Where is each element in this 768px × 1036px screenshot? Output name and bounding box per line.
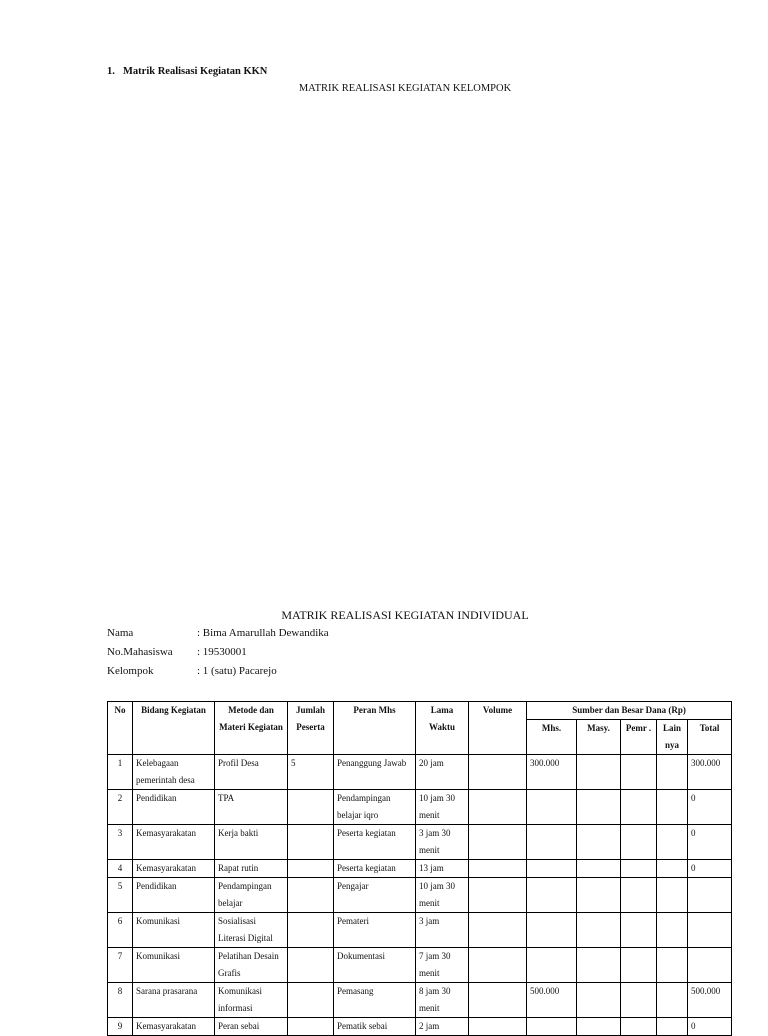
cell-lain: [657, 913, 688, 948]
cell-peran: Pemasang: [334, 983, 416, 1018]
info-row-kelompok: [107, 665, 277, 677]
cell-lama: 10 jam 30 menit: [416, 790, 469, 825]
cell-no: 9: [108, 1018, 133, 1036]
info-label: Nama: [107, 627, 134, 639]
cell-peran: Pendampingan belajar iqro: [334, 790, 416, 825]
header-peran: Peran Mhs: [334, 702, 416, 755]
cell-mhs: [527, 860, 577, 878]
table-row: [108, 860, 732, 878]
section-heading: [107, 66, 267, 77]
cell-jumlah: [288, 878, 334, 913]
cell-metode: Pelatihan Desain Grafis: [215, 948, 288, 983]
cell-metode: TPA: [215, 790, 288, 825]
cell-masy: [577, 825, 621, 860]
cell-masy: [577, 1018, 621, 1036]
cell-bidang: Komunikasi: [133, 948, 215, 983]
cell-pemr: [621, 983, 657, 1018]
cell-volume: [469, 790, 527, 825]
cell-metode: Pendampingan belajar: [215, 878, 288, 913]
cell-bidang: Pendidikan: [133, 790, 215, 825]
cell-peran: Penanggung Jawab: [334, 755, 416, 790]
cell-lama: 20 jam: [416, 755, 469, 790]
cell-total: [688, 948, 732, 983]
cell-lain: [657, 825, 688, 860]
cell-mhs: [527, 948, 577, 983]
section-heading-text: Matrik Realisasi Kegiatan KKN: [123, 66, 268, 77]
cell-volume: [469, 825, 527, 860]
cell-mhs: 500.000: [527, 983, 577, 1018]
cell-lama: 7 jam 30 menit: [416, 948, 469, 983]
cell-jumlah: [288, 983, 334, 1018]
cell-bidang: Komunikasi: [133, 913, 215, 948]
info-value: : 19530001: [197, 646, 247, 658]
header-metode: Metode dan Materi Kegiatan: [215, 702, 288, 755]
cell-metode: Rapat rutin: [215, 860, 288, 878]
info-value: : Bima Amarullah Dewandika: [197, 627, 329, 639]
table-row: [108, 755, 732, 790]
group-matrix-title: MATRIK REALISASI KEGIATAN KELOMPOK: [298, 83, 512, 94]
header-lama: Lama Waktu: [416, 702, 469, 755]
cell-volume: [469, 913, 527, 948]
header-lain: Lain nya: [657, 720, 688, 755]
header-jumlah: Jumlah Peserta: [288, 702, 334, 755]
cell-no: 4: [108, 860, 133, 878]
cell-metode: Kerja bakti: [215, 825, 288, 860]
header-masy: Masy.: [577, 720, 621, 755]
cell-jumlah: [288, 860, 334, 878]
cell-metode: Sosialisasi Literasi Digital: [215, 913, 288, 948]
cell-bidang: Kelebagaan pemerintah desa: [133, 755, 215, 790]
cell-bidang: Sarana prasarana: [133, 983, 215, 1018]
cell-volume: [469, 878, 527, 913]
cell-jumlah: [288, 948, 334, 983]
header-sumber: Sumber dan Besar Dana (Rp): [527, 702, 732, 720]
header-bidang: Bidang Kegiatan: [133, 702, 215, 755]
cell-no: 8: [108, 983, 133, 1018]
header-pemr: Pemr .: [621, 720, 657, 755]
cell-peran: Pengajar: [334, 878, 416, 913]
cell-total: 0: [688, 860, 732, 878]
cell-pemr: [621, 825, 657, 860]
cell-lama: 8 jam 30 menit: [416, 983, 469, 1018]
cell-no: 1: [108, 755, 133, 790]
cell-jumlah: 5: [288, 755, 334, 790]
cell-peran: Peserta kegiatan: [334, 825, 416, 860]
cell-no: 2: [108, 790, 133, 825]
cell-jumlah: [288, 1018, 334, 1036]
cell-total: 300.000: [688, 755, 732, 790]
cell-lain: [657, 860, 688, 878]
header-volume: Volume: [469, 702, 527, 755]
table-row: [108, 878, 732, 913]
cell-masy: [577, 913, 621, 948]
cell-volume: [469, 948, 527, 983]
cell-lain: [657, 878, 688, 913]
cell-bidang: Kemasyarakatan: [133, 1018, 215, 1036]
cell-masy: [577, 755, 621, 790]
cell-bidang: Pendidikan: [133, 878, 215, 913]
cell-mhs: [527, 878, 577, 913]
cell-lain: [657, 1018, 688, 1036]
table-row: [108, 913, 732, 948]
cell-total: 500.000: [688, 983, 732, 1018]
cell-lama: 13 jam: [416, 860, 469, 878]
cell-no: 5: [108, 878, 133, 913]
cell-pemr: [621, 913, 657, 948]
cell-no: 6: [108, 913, 133, 948]
individual-matrix-title: MATRIK REALISASI KEGIATAN INDIVIDUAL: [281, 608, 529, 622]
cell-lama: 10 jam 30 menit: [416, 878, 469, 913]
cell-pemr: [621, 790, 657, 825]
info-row-nim: [107, 646, 247, 658]
cell-mhs: [527, 825, 577, 860]
cell-masy: [577, 983, 621, 1018]
cell-bidang: Kemasyarakatan: [133, 825, 215, 860]
cell-total: 0: [688, 1018, 732, 1036]
cell-lama: 2 jam: [416, 1018, 469, 1036]
table-row: [108, 825, 732, 860]
info-label: Kelompok: [107, 665, 154, 677]
cell-pemr: [621, 860, 657, 878]
cell-peran: Pematik sebai: [334, 1018, 416, 1036]
cell-bidang: Kemasyarakatan: [133, 860, 215, 878]
cell-metode: Peran sebai: [215, 1018, 288, 1036]
cell-jumlah: [288, 913, 334, 948]
cell-lain: [657, 948, 688, 983]
cell-lain: [657, 790, 688, 825]
cell-metode: Profil Desa: [215, 755, 288, 790]
cell-masy: [577, 948, 621, 983]
cell-no: 7: [108, 948, 133, 983]
cell-pemr: [621, 755, 657, 790]
cell-masy: [577, 860, 621, 878]
cell-peran: Pemateri: [334, 913, 416, 948]
table-row: [108, 983, 732, 1018]
cell-lama: 3 jam 30 menit: [416, 825, 469, 860]
cell-jumlah: [288, 825, 334, 860]
cell-masy: [577, 790, 621, 825]
cell-volume: [469, 755, 527, 790]
cell-lain: [657, 755, 688, 790]
cell-volume: [469, 983, 527, 1018]
cell-metode: Komunikasi informasi: [215, 983, 288, 1018]
info-row-nama: [107, 627, 329, 639]
table-row: [108, 790, 732, 825]
cell-total: [688, 913, 732, 948]
cell-pemr: [621, 948, 657, 983]
cell-mhs: [527, 1018, 577, 1036]
header-mhs: Mhs.: [527, 720, 577, 755]
cell-total: [688, 878, 732, 913]
cell-total: 0: [688, 825, 732, 860]
cell-lama: 3 jam: [416, 913, 469, 948]
cell-peran: Peserta kegiatan: [334, 860, 416, 878]
cell-total: 0: [688, 790, 732, 825]
cell-pemr: [621, 1018, 657, 1036]
header-no: No: [108, 702, 133, 755]
cell-mhs: 300.000: [527, 755, 577, 790]
header-total: Total: [688, 720, 732, 755]
realisasi-table: [107, 701, 732, 1036]
cell-volume: [469, 860, 527, 878]
cell-mhs: [527, 790, 577, 825]
info-value: : 1 (satu) Pacarejo: [197, 665, 277, 677]
cell-peran: Dokumentasi: [334, 948, 416, 983]
table-row: [108, 1018, 732, 1036]
cell-volume: [469, 1018, 527, 1036]
cell-mhs: [527, 913, 577, 948]
cell-lain: [657, 983, 688, 1018]
table-row: [108, 948, 732, 983]
section-number: 1.: [107, 66, 115, 77]
cell-pemr: [621, 878, 657, 913]
info-label: No.Mahasiswa: [107, 646, 173, 658]
cell-no: 3: [108, 825, 133, 860]
table-body: [108, 755, 732, 1036]
cell-jumlah: [288, 790, 334, 825]
cell-masy: [577, 878, 621, 913]
